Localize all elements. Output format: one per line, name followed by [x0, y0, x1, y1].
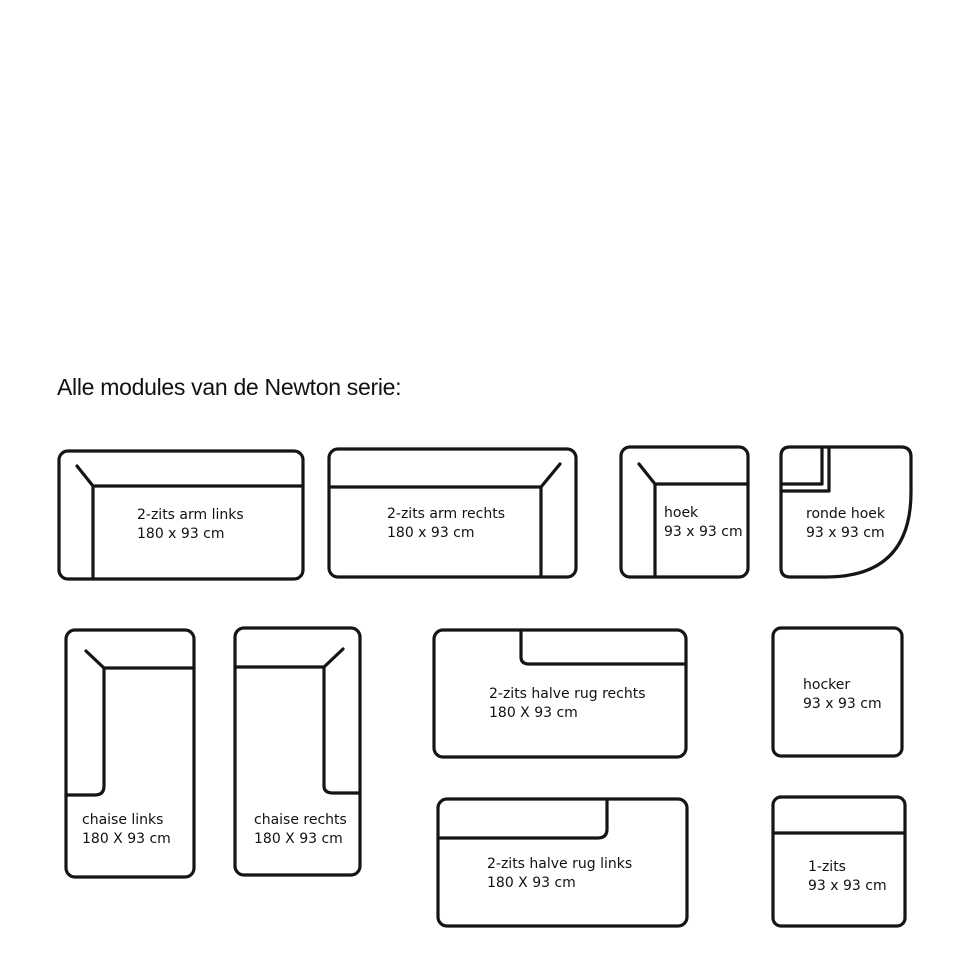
module-hoek-label — [664, 504, 743, 542]
module-1-zits-label — [808, 858, 887, 896]
module-size: 180 X 93 cm — [82, 831, 171, 847]
module-size: 180 X 93 cm — [254, 831, 343, 847]
module-size: 93 x 93 cm — [664, 524, 743, 540]
module-name: 2-zits halve rug rechts — [489, 686, 646, 702]
module-size: 180 x 93 cm — [387, 525, 475, 541]
module-name: chaise links — [82, 812, 164, 828]
module-name: chaise rechts — [254, 812, 347, 828]
module-name: 1-zits — [808, 859, 846, 875]
module-hocker-label — [803, 676, 882, 714]
module-chaise-rechts-label — [254, 811, 347, 849]
module-2-zits-halve-rug-links-label — [487, 855, 632, 893]
module-size: 180 x 93 cm — [137, 526, 225, 542]
module-2-zits-arm-links-label — [137, 506, 244, 544]
module-name: ronde hoek — [806, 506, 885, 522]
page-title: Alle modules van de Newton serie: — [57, 374, 402, 400]
module-name: 2-zits arm links — [137, 507, 244, 523]
module-name: 2-zits halve rug links — [487, 856, 633, 872]
module-size: 180 X 93 cm — [487, 875, 576, 891]
module-2-zits-arm-rechts-label — [387, 505, 505, 543]
module-size: 93 x 93 cm — [806, 525, 885, 541]
module-name: hocker — [803, 677, 851, 693]
module-ronde-hoek-label — [806, 505, 885, 543]
module-name: hoek — [664, 505, 699, 521]
module-size: 93 x 93 cm — [803, 696, 882, 712]
module-size: 93 x 93 cm — [808, 878, 887, 894]
module-chaise-links-label — [82, 811, 171, 849]
module-name: 2-zits arm rechts — [387, 506, 506, 522]
module-2-zits-halve-rug-rechts-label — [489, 685, 646, 723]
module-size: 180 X 93 cm — [489, 705, 578, 721]
